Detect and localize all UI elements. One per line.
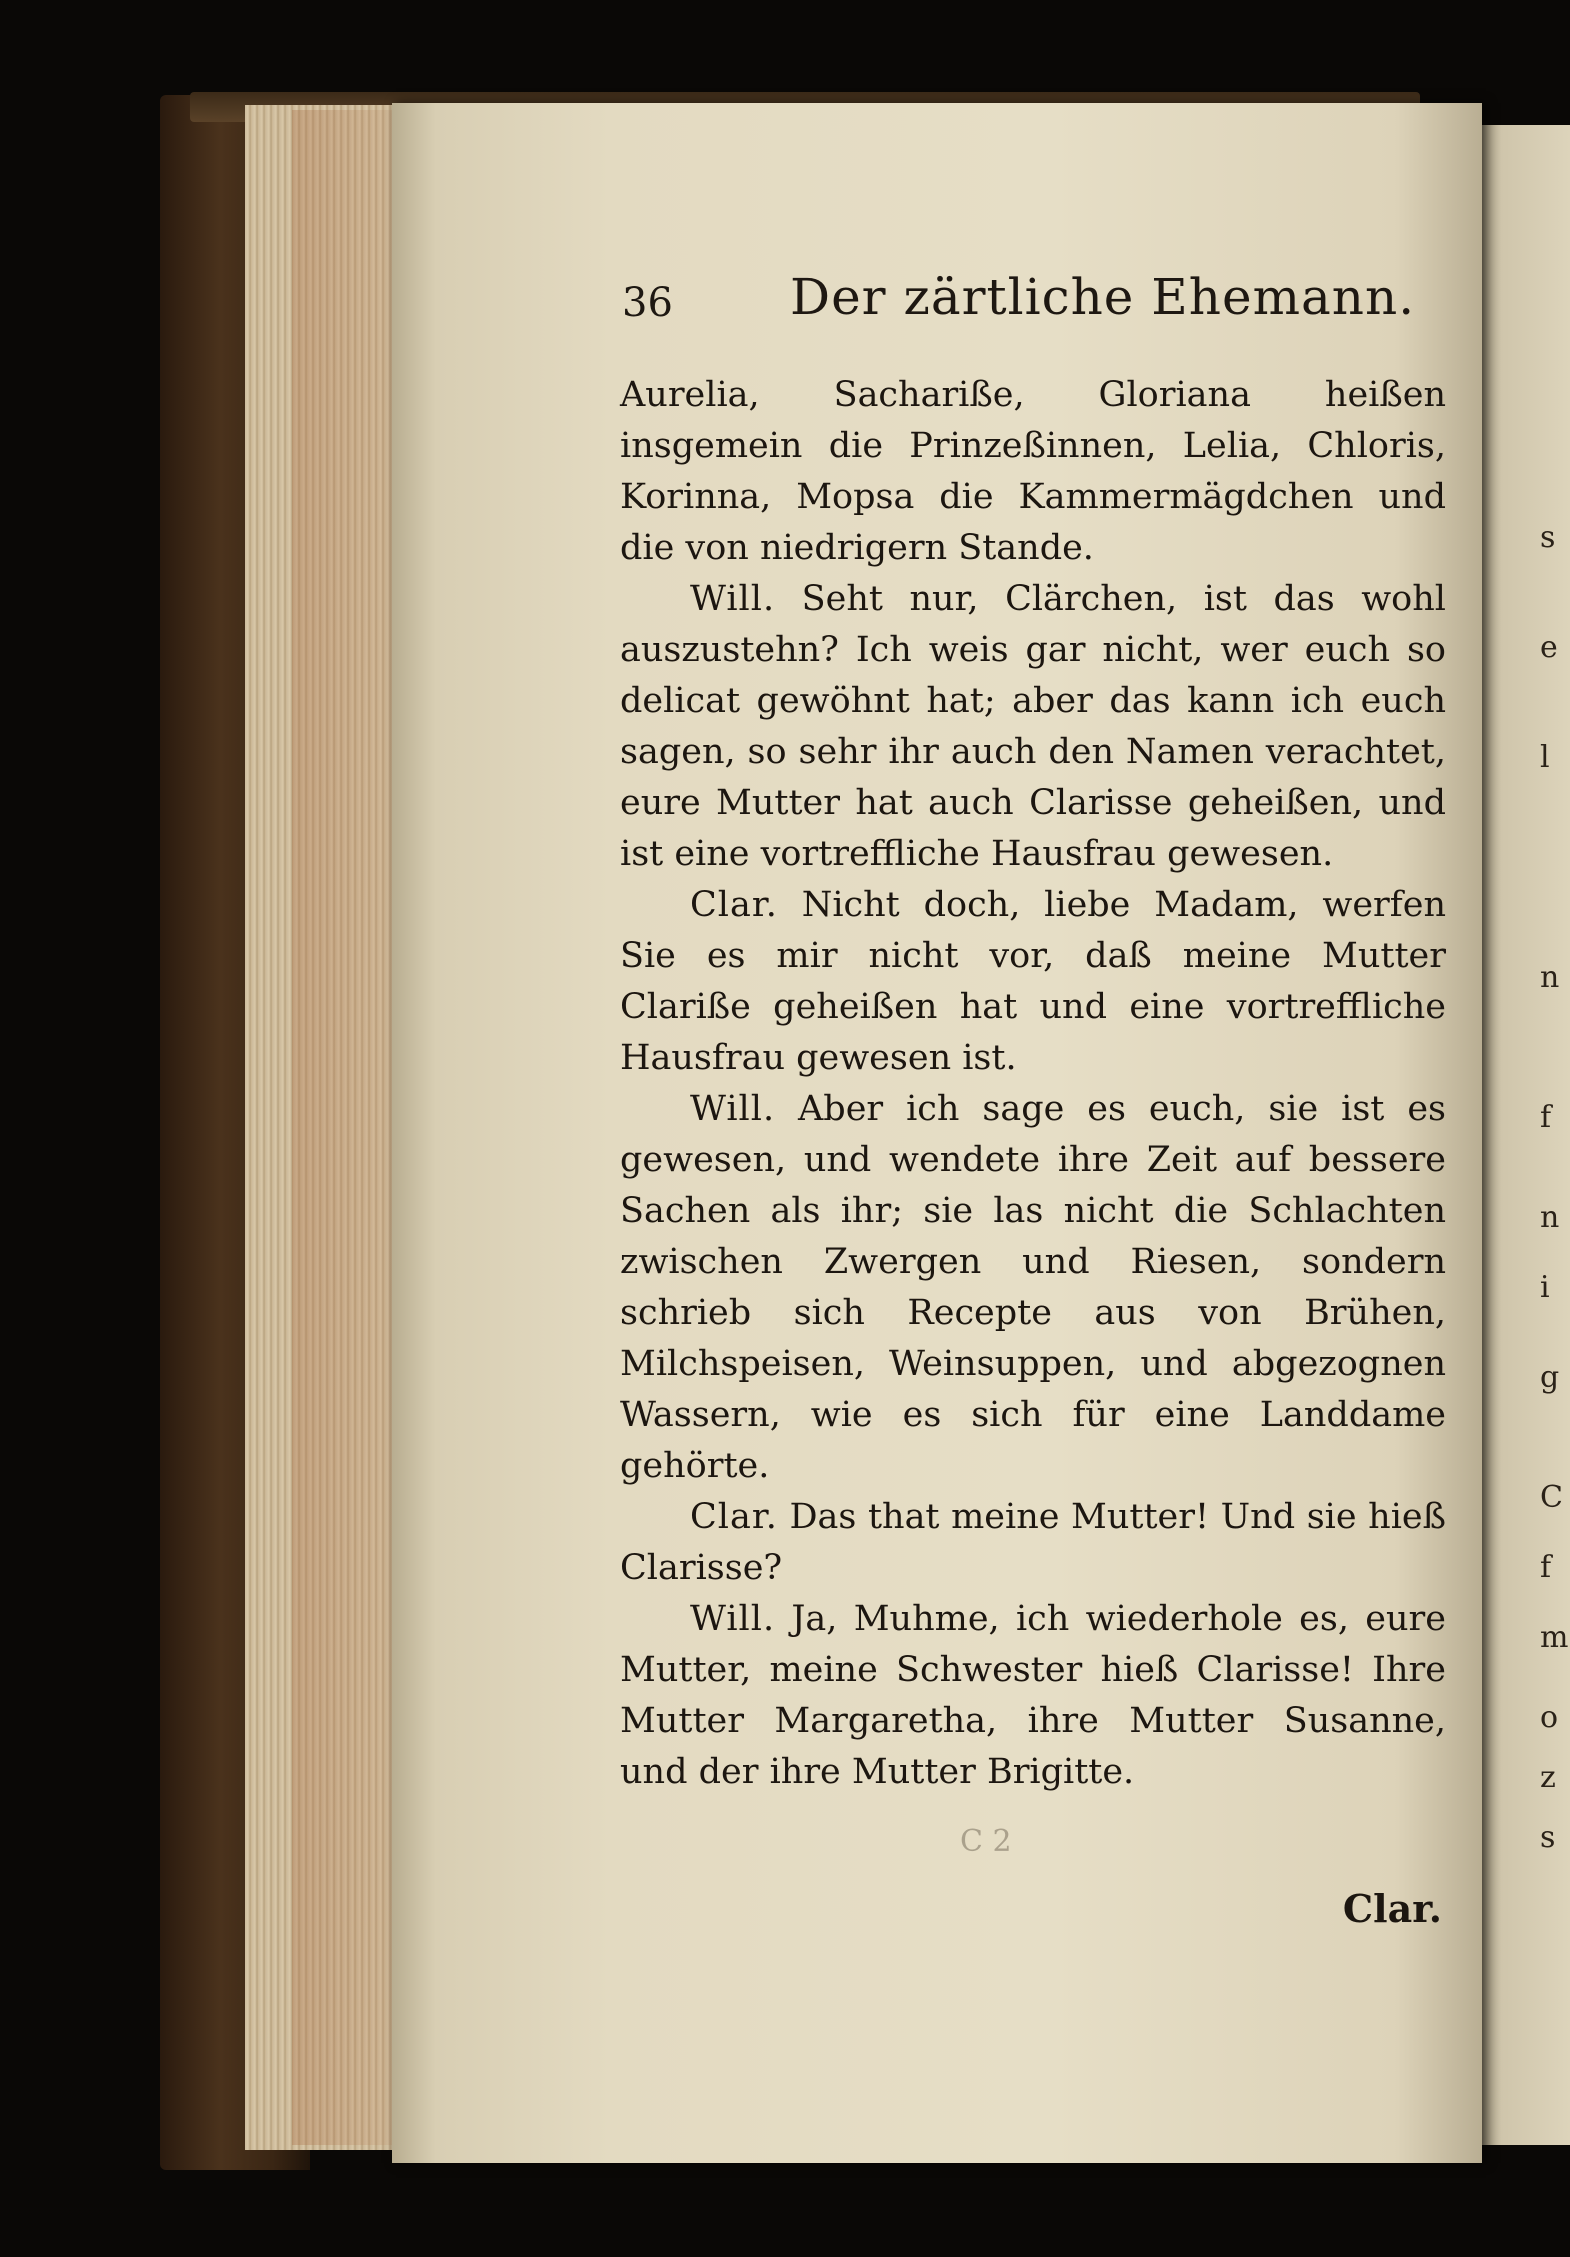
speaker-label: Will.	[690, 579, 776, 619]
facing-page-fragment: l	[1540, 740, 1550, 775]
paragraph	[620, 880, 1446, 1084]
facing-page-fragment: e	[1540, 630, 1558, 665]
facing-page-fragment: m	[1540, 1620, 1569, 1655]
facing-page-fragment: s	[1540, 1820, 1556, 1855]
paragraph-text: Ja, Muhme, ich wiederhole es, eure Mutter, meine Schwester hieß Clarisse! Ihre Mutter Margaretha, ihre Mutter Susanne, und der ihre Mutter Brigitte.	[620, 1599, 1446, 1792]
paragraph	[620, 370, 1446, 574]
facing-page-fragment: o	[1540, 1700, 1559, 1735]
facing-page-fragment: s	[1540, 520, 1556, 555]
page-edge-stain	[292, 110, 392, 2145]
paragraph-text: Das that meine Mutter! Und sie hieß Clarisse?	[620, 1497, 1446, 1588]
paragraph-text: Nicht doch, liebe Madam, werfen Sie es mir nicht vor, daß meine Mutter Clariße geheißen hat und eine vortreffliche Hausfrau gewesen ist.	[620, 885, 1446, 1078]
facing-page-fragment: i	[1540, 1270, 1550, 1305]
facing-page-fragment: z	[1540, 1760, 1556, 1795]
paragraph	[620, 1492, 1446, 1594]
speaker-label: Will.	[690, 1089, 776, 1129]
facing-page-fragment: n	[1540, 960, 1560, 995]
speaker-label: Clar.	[690, 1497, 778, 1537]
catchword: Clar.	[1342, 1886, 1442, 1931]
facing-page-fragment: f	[1540, 1550, 1552, 1585]
paragraph	[620, 574, 1446, 880]
running-head: Der zärtliche Ehemann.	[790, 268, 1416, 326]
facing-page-sliver	[1478, 125, 1570, 2145]
signature-mark: C 2	[960, 1824, 1012, 1859]
body-text	[620, 370, 1446, 1798]
facing-page-fragment: g	[1540, 1360, 1560, 1395]
facing-page-fragment: f	[1540, 1100, 1552, 1135]
paragraph-text: Aurelia, Sachariße, Gloriana heißen insgemein die Prinzeßinnen, Lelia, Chloris, Korinna, Mopsa die Kammermägdchen und die von niedrigern Stande.	[620, 375, 1446, 568]
paragraph	[620, 1594, 1446, 1798]
facing-page-fragment: C	[1540, 1480, 1563, 1515]
speaker-label: Will.	[690, 1599, 776, 1639]
paragraph	[620, 1084, 1446, 1492]
page-number: 36	[622, 280, 673, 326]
facing-page-fragment: n	[1540, 1200, 1560, 1235]
speaker-label: Clar.	[690, 885, 778, 925]
paragraph-text: Seht nur, Clärchen, ist das wohl auszustehn? Ich weis gar nicht, wer euch so delicat gewöhnt hat; aber das kann ich euch sagen, so sehr ihr auch den Namen verachtet, eure Mutter hat auch Clarisse geheißen, und ist eine vortreffliche Hausfrau gewesen.	[620, 579, 1446, 874]
paragraph-text: Aber ich sage es euch, sie ist es gewesen, und wendete ihre Zeit auf bessere Sachen als ihr; sie las nicht die Schlachten zwischen Zwergen und Riesen, sondern schrieb sich Recepte aus von Brühen, Milchspeisen, Weinsuppen, und abgezognen Wassern, wie es sich für eine Landdame gehörte.	[620, 1089, 1446, 1486]
